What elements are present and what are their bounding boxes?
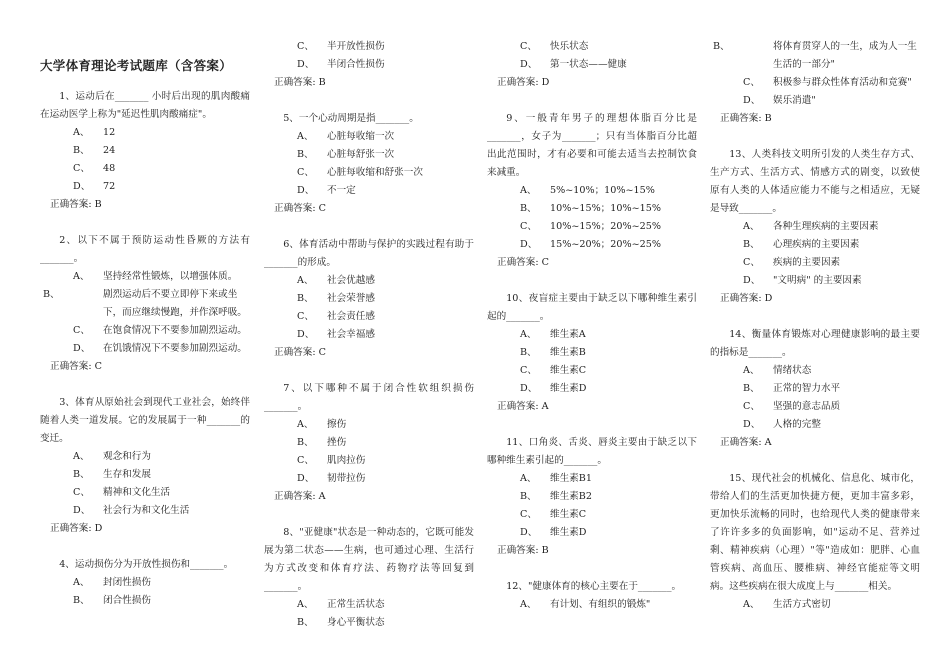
question-8 bbox=[264, 524, 474, 632]
answer-line: 正确答案: D bbox=[50, 523, 103, 534]
option-a: A、 有计划、有组织的锻炼" bbox=[520, 599, 651, 610]
question-12 bbox=[487, 578, 697, 614]
option-c: C、 维生素C bbox=[520, 509, 587, 520]
option-c: C、 在饱食情况下不要参加剧烈运动。 bbox=[73, 325, 247, 336]
answer-line: 正确答案: B bbox=[497, 545, 549, 556]
option-d: D、 第一状态——健康 bbox=[520, 59, 627, 70]
option-d: D、 半闭合性损伤 bbox=[297, 59, 385, 70]
option-b: B、 心脏每舒张一次 bbox=[297, 149, 395, 160]
option-c: C、 维生素C bbox=[520, 365, 587, 376]
option-b: B、 维生素B bbox=[520, 347, 586, 358]
question-6 bbox=[264, 236, 474, 362]
option-c: C、 快乐状态 bbox=[520, 41, 589, 52]
option-b: B、 10%~15%；10%~15% bbox=[520, 203, 661, 214]
page-title: 大学体育理论考试题库（含答案） bbox=[40, 58, 233, 73]
question-stem: 14、衡量体育锻炼对心理健康影响的最主要的指标是_______。 bbox=[710, 329, 920, 358]
column-3 bbox=[487, 38, 697, 614]
option-a: A、 观念和行为 bbox=[73, 451, 151, 462]
option-a: A、 情绪状态 bbox=[743, 365, 812, 376]
option-a: A、 心脏每收缩一次 bbox=[297, 131, 395, 142]
question-1 bbox=[40, 88, 250, 214]
question-12-continued bbox=[710, 38, 920, 128]
question-5 bbox=[264, 110, 474, 218]
option-b: B、 闭合性损伤 bbox=[73, 595, 151, 606]
question-14 bbox=[710, 326, 920, 452]
option-b: B、 社会荣誉感 bbox=[297, 293, 375, 304]
option-a: A、 社会优越感 bbox=[297, 275, 375, 286]
answer-line: 正确答案: C bbox=[497, 257, 550, 268]
option-b: B、 将体育贯穿人的一生，成为人一生生活的一部分" bbox=[713, 41, 917, 70]
answer-line: 正确答案: A bbox=[497, 401, 549, 412]
question-stem: 13、人类科技文明所引发的人类生存方式、生产方式、生活方式、情感方式的剧变，以致使原有人类的人体适应能力不能与之相适应，无疑是导致_______。 bbox=[710, 149, 920, 214]
option-a: A、 坚持经常性锻炼，以增强体质。 bbox=[73, 271, 238, 282]
option-b: B、 正常的智力水平 bbox=[743, 383, 841, 394]
question-stem: 11、口角炎、舌炎、唇炎主要由于缺乏以下哪种维生素引起的_______。 bbox=[487, 437, 697, 466]
option-a: A、 生活方式密切 bbox=[743, 599, 831, 610]
option-b: B、 维生素B2 bbox=[520, 491, 592, 502]
question-stem: 1、运动后在_______ 小时后出现的肌肉酸痛在运动医学上称为"延迟性肌肉酸痛症"。 bbox=[40, 91, 250, 120]
answer-line: 正确答案: B bbox=[720, 113, 772, 124]
question-10 bbox=[487, 290, 697, 416]
question-stem: 4、运动损伤分为开放性损伤和_______。 bbox=[59, 559, 234, 570]
option-d: D、 "文明病" 的主要因素 bbox=[743, 275, 862, 286]
option-c: C、 肌肉拉伤 bbox=[297, 455, 366, 466]
answer-line: 正确答案: C bbox=[50, 361, 103, 372]
option-d: D、 娱乐消遣" bbox=[743, 95, 816, 106]
question-3 bbox=[40, 394, 250, 538]
option-a: A、 5%~10%；10%~15% bbox=[520, 185, 655, 196]
answer-line: 正确答案: B bbox=[274, 77, 326, 88]
answer-line: 正确答案: D bbox=[497, 77, 550, 88]
option-d: D、 维生素D bbox=[520, 527, 587, 538]
option-c: C、 精神和文化生活 bbox=[73, 487, 171, 498]
option-a: A、 维生素A bbox=[520, 329, 586, 340]
column-4 bbox=[710, 38, 920, 614]
option-d: D、 社会行为和文化生活 bbox=[73, 505, 190, 516]
question-stem: 6、体育活动中帮助与保护的实践过程有助于_______的形成。 bbox=[264, 239, 474, 268]
option-c: C、 社会责任感 bbox=[297, 311, 375, 322]
option-d: D、 在饥饿情况下不要参加剧烈运动。 bbox=[73, 343, 247, 354]
question-stem: 5、一个心动周期是指_______。 bbox=[283, 113, 419, 124]
question-15 bbox=[710, 470, 920, 614]
option-c: C、 疾病的主要因素 bbox=[743, 257, 841, 268]
question-stem: 15、现代社会的机械化、信息化、城市化，带给人们的生活更加快捷方便，更加丰富多彩，更加快乐流畅的同时，也给现代人类的健康带来了许许多多的负面影响，如"运动不足、营养过剩、精神疾病（心理）"等"造成如：肥胖、心血管疾病、高血压、腰椎病、神经官能症等文明病。这些疾病在很大成度上与_______相关。 bbox=[710, 473, 920, 592]
option-c: C、 坚强的意志品质 bbox=[743, 401, 841, 412]
question-8-continued bbox=[487, 38, 697, 92]
option-a: A、 封闭性损伤 bbox=[73, 577, 151, 588]
question-4-continued bbox=[264, 38, 474, 92]
question-7 bbox=[264, 380, 474, 506]
option-a: A、 各种生理疾病的主要因素 bbox=[743, 221, 879, 232]
question-stem: 7、以下哪种不属于闭合性软组织损伤_______。 bbox=[264, 383, 474, 412]
question-4 bbox=[40, 556, 250, 610]
question-stem: 9、一般青年男子的理想体脂百分比是_______，女子为_______；只有当体脂百分比超出此范围时，才有必要和可能去适当去控制饮食来减重。 bbox=[487, 113, 697, 178]
column-2 bbox=[264, 38, 474, 632]
option-b: B、 剧烈运动后不要立即停下来或坐下，而应继续慢跑，并作深呼吸。 bbox=[43, 289, 247, 318]
option-c: C、 48 bbox=[73, 163, 116, 174]
question-2 bbox=[40, 232, 250, 376]
answer-line: 正确答案: A bbox=[720, 437, 772, 448]
option-b: B、 身心平衡状态 bbox=[297, 617, 385, 628]
option-d: D、 人格的完整 bbox=[743, 419, 821, 430]
option-a: A、 12 bbox=[73, 127, 116, 138]
question-stem: 8、"亚健康"状态是一种动态的，它既可能发展为第二状态——生病，也可通过心理、生活行为方式改变和体育疗法、药物疗法等回复到_______。 bbox=[264, 527, 474, 592]
answer-line: 正确答案: D bbox=[720, 293, 773, 304]
option-d: D、 社会幸福感 bbox=[297, 329, 375, 340]
option-a: A、 擦伤 bbox=[297, 419, 347, 430]
option-a: A、 正常生活状态 bbox=[297, 599, 385, 610]
question-9 bbox=[487, 110, 697, 272]
option-c: C、 积极参与群众性体育活动和竞赛" bbox=[743, 77, 912, 88]
option-d: D、 15%~20%；20%~25% bbox=[520, 239, 661, 250]
answer-line: 正确答案: B bbox=[50, 199, 102, 210]
option-d: D、 不一定 bbox=[297, 185, 356, 196]
question-stem: 10、夜盲症主要由于缺乏以下哪种维生素引起的_______。 bbox=[487, 293, 697, 322]
option-c: C、 半开放性损伤 bbox=[297, 41, 385, 52]
question-stem: 12、"健康体育的核心主要在于_______。 bbox=[506, 581, 682, 592]
question-13 bbox=[710, 146, 920, 308]
column-1 bbox=[40, 38, 250, 610]
option-b: B、 24 bbox=[73, 145, 116, 156]
answer-line: 正确答案: C bbox=[274, 203, 327, 214]
option-b: B、 心理疾病的主要因素 bbox=[743, 239, 860, 250]
answer-line: 正确答案: C bbox=[274, 347, 327, 358]
option-d: D、 维生素D bbox=[520, 383, 587, 394]
option-b: B、 生存和发展 bbox=[73, 469, 151, 480]
question-stem: 2、以下不属于预防运动性昏厥的方法有_______。 bbox=[40, 235, 250, 264]
option-c: C、 心脏每收缩和舒张一次 bbox=[297, 167, 423, 178]
option-c: C、 10%~15%；20%~25% bbox=[520, 221, 661, 232]
option-d: D、 72 bbox=[73, 181, 116, 192]
option-d: D、 韧带拉伤 bbox=[297, 473, 366, 484]
question-stem: 3、体育从原始社会到现代工业社会，始终伴随着人类一道发展。它的发展属于一种_______的变迁。 bbox=[40, 397, 250, 444]
question-11 bbox=[487, 434, 697, 560]
answer-line: 正确答案: A bbox=[274, 491, 326, 502]
option-b: B、 挫伤 bbox=[297, 437, 347, 448]
option-a: A、 维生素B1 bbox=[520, 473, 592, 484]
